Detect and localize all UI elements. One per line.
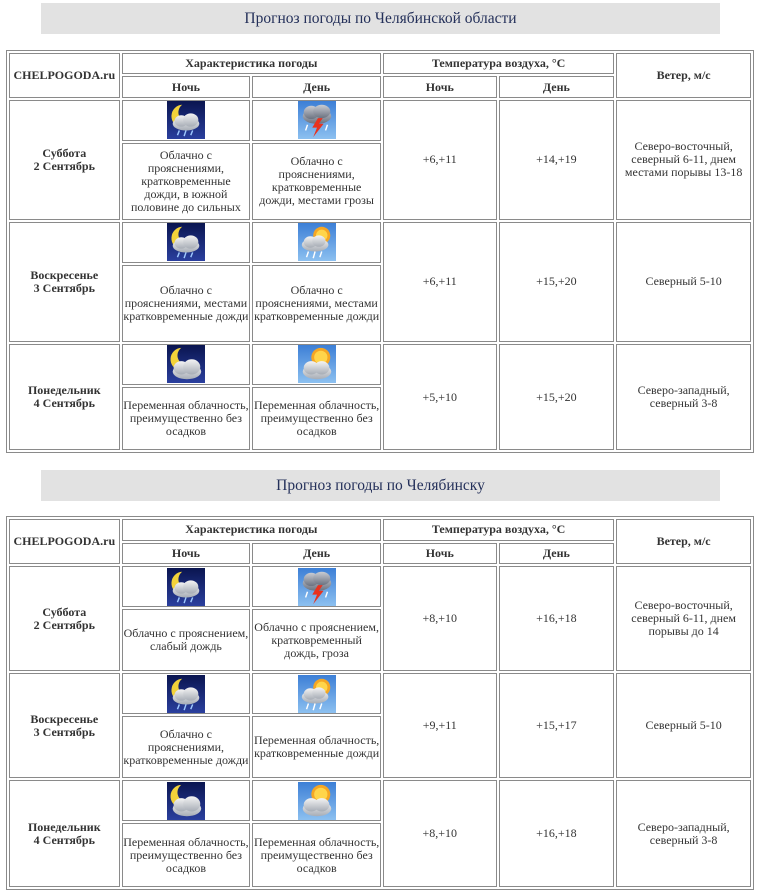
temp-night-cell: +9,+11	[383, 673, 497, 778]
brand-header: CHELPOGODA.ru	[9, 519, 120, 564]
day-description: Переменная облачность, кратковременные дожди	[252, 716, 381, 778]
night-description: Переменная облачность, преимущественно без осадков	[122, 823, 251, 887]
wind-header: Ветер, м/с	[616, 53, 751, 98]
day-name: Понедельник	[27, 819, 101, 834]
day-name: Суббота	[42, 145, 87, 160]
day-cell	[9, 673, 120, 778]
moon-cloud-rain-icon	[167, 223, 205, 261]
day-icon-cell	[252, 222, 381, 263]
day-subheader: День	[252, 543, 381, 565]
temp-day-cell: +15,+20	[499, 222, 615, 342]
day-cell	[9, 780, 120, 887]
sun-cloud-rain-icon	[298, 223, 336, 261]
day-date: 2 Сентябрь	[33, 617, 95, 632]
moon-cloud-rain-icon	[167, 101, 205, 139]
day-date: 2 Сентябрь	[33, 158, 95, 173]
night-icon-cell	[122, 222, 251, 263]
day-description: Облачно с прояснением, кратковременный дождь, гроза	[252, 609, 381, 671]
day-name: Воскресенье	[30, 267, 99, 282]
moon-cloud-icon	[167, 782, 205, 820]
temp-day-cell: +15,+17	[499, 673, 615, 778]
night-icon-cell	[122, 673, 251, 714]
night-description: Облачно с прояснениями, кратковременные дожди	[122, 716, 251, 778]
day-icon-cell	[252, 344, 381, 385]
day-description: Переменная облачность, преимущественно без осадков	[252, 387, 381, 450]
temp-night-cell: +6,+11	[383, 222, 497, 342]
night-description: Переменная облачность, преимущественно без осадков	[122, 387, 251, 450]
brand-header: CHELPOGODA.ru	[9, 53, 120, 98]
day-description: Облачно с прояснениями, кратковременные дожди, местами грозы	[252, 143, 381, 220]
temp-night-cell: +8,+10	[383, 780, 497, 887]
day-cell	[9, 344, 120, 450]
day-cell	[9, 100, 120, 220]
temp-day-subheader: День	[499, 543, 615, 565]
moon-cloud-rain-icon	[167, 568, 205, 606]
city-forecast-title: Прогноз погоды по Челябинску	[41, 470, 720, 501]
day-icon-cell	[252, 100, 381, 141]
day-cell	[9, 222, 120, 342]
region-forecast-title: Прогноз погоды по Челябинской области	[41, 3, 720, 34]
temp-day-cell: +15,+20	[499, 344, 615, 450]
day-icon-cell	[252, 780, 381, 821]
forecast-row	[9, 222, 751, 263]
city-forecast-table	[6, 516, 754, 890]
characteristic-header: Характеристика погоды	[122, 519, 381, 541]
temp-night-subheader: Ночь	[383, 76, 497, 97]
thunderstorm-icon	[298, 101, 336, 139]
day-name: Суббота	[42, 604, 87, 619]
temp-night-cell: +6,+11	[383, 100, 497, 220]
wind-cell: Северо-западный, северный 3-8	[616, 344, 751, 450]
day-date: 4 Сентябрь	[33, 832, 95, 847]
temp-night-cell: +5,+10	[383, 344, 497, 450]
temp-night-subheader: Ночь	[383, 543, 497, 565]
moon-cloud-icon	[167, 345, 205, 383]
night-icon-cell	[122, 100, 251, 141]
night-description: Облачно с прояснениями, местами кратковременные дожди	[122, 265, 251, 342]
day-subheader: День	[252, 76, 381, 97]
wind-cell: Северо-восточный, северный 6-11, днем местами порывы 13-18	[616, 100, 751, 220]
night-icon-cell	[122, 566, 251, 607]
night-icon-cell	[122, 780, 251, 821]
day-date: 3 Сентябрь	[33, 280, 95, 295]
forecast-row	[9, 780, 751, 821]
sun-cloud-rain-icon	[298, 675, 336, 713]
sun-cloud-icon	[298, 345, 336, 383]
day-description: Переменная облачность, преимущественно без осадков	[252, 823, 381, 887]
wind-header: Ветер, м/с	[616, 519, 751, 564]
temp-night-cell: +8,+10	[383, 566, 497, 671]
night-description: Облачно с прояснениями, кратковременные дожди, в южной половине до сильных	[122, 143, 251, 220]
temperature-header: Температура воздуха, °С	[383, 53, 614, 74]
night-description: Облачно с прояснением, слабый дождь	[122, 609, 251, 671]
day-icon-cell	[252, 566, 381, 607]
day-name: Понедельник	[27, 383, 101, 398]
night-subheader: Ночь	[122, 543, 251, 565]
forecast-row	[9, 673, 751, 714]
temperature-header: Температура воздуха, °С	[383, 519, 614, 541]
forecast-row	[9, 344, 751, 385]
wind-cell: Северный 5-10	[616, 673, 751, 778]
characteristic-header: Характеристика погоды	[122, 53, 381, 74]
temp-day-cell: +16,+18	[499, 780, 615, 887]
wind-cell: Северный 5-10	[616, 222, 751, 342]
sun-cloud-icon	[298, 782, 336, 820]
forecast-row	[9, 566, 751, 607]
night-subheader: Ночь	[122, 76, 251, 97]
day-date: 4 Сентябрь	[33, 396, 95, 411]
moon-cloud-rain-icon	[167, 675, 205, 713]
header-row	[9, 53, 751, 74]
day-icon-cell	[252, 673, 381, 714]
day-cell	[9, 566, 120, 671]
day-description: Облачно с прояснениями, местами кратковременные дожди	[252, 265, 381, 342]
header-row	[9, 519, 751, 541]
temp-day-subheader: День	[499, 76, 615, 97]
day-date: 3 Сентябрь	[33, 724, 95, 739]
night-icon-cell	[122, 344, 251, 385]
wind-cell: Северо-западный, северный 3-8	[616, 780, 751, 887]
region-forecast-table	[6, 50, 754, 453]
temp-day-cell: +14,+19	[499, 100, 615, 220]
forecast-row	[9, 100, 751, 141]
temp-day-cell: +16,+18	[499, 566, 615, 671]
day-name: Воскресенье	[30, 711, 99, 726]
thunderstorm-icon	[298, 568, 336, 606]
wind-cell: Северо-восточный, северный 6-11, днем порывы до 14	[616, 566, 751, 671]
